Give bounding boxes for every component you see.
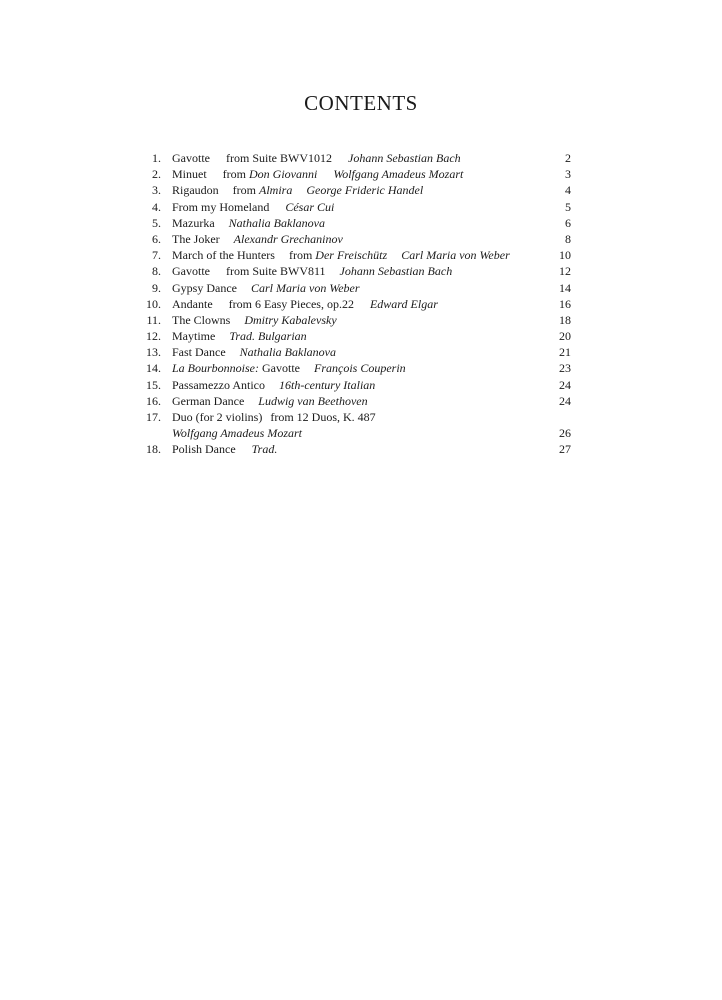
entry-page: 3 [565,167,571,182]
entry-page: 2 [565,151,571,165]
entry-page: 10 [559,248,571,263]
entry-number: 8. [152,264,161,279]
entry-number: 14. [146,361,161,376]
toc-entry [135,199,575,215]
entry-composer: George Frideric Handel [306,183,424,198]
entry-page: 4 [565,183,571,198]
entry-title-italic: La Bourbonnoise: [172,361,259,376]
entry-title: Mazurka [172,215,215,230]
entry-text [172,328,307,344]
entry-text [172,344,336,360]
entry-composer: Trad. Bulgarian [229,329,307,344]
entry-text [172,409,376,425]
entry-composer: Dmitry Kabalevsky [244,312,337,327]
toc-entry [135,215,575,231]
toc-entry [135,263,575,279]
entry-number: 12. [146,329,161,344]
toc-entry [135,441,575,457]
toc-entry [135,409,575,425]
entry-source-work: Der Freischütz [315,248,388,263]
entry-page: 24 [559,393,571,408]
entry-number: 2. [152,167,161,182]
toc-entry [135,312,575,328]
entry-title: Passamezzo Antico [172,377,265,392]
entry-composer: Edward Elgar [369,296,438,311]
entry-source-work: Don Giovanni [249,167,318,182]
entry-number: 15. [146,377,161,392]
entry-composer: Trad. [251,442,278,457]
entry-page: 27 [559,442,571,457]
toc-entry [135,328,575,344]
entry-composer: Johann Sebastian Bach [339,264,453,279]
entry-title: From my Homeland [172,199,270,214]
entry-title: Gypsy Dance [172,280,237,295]
entry-composer: Johann Sebastian Bach [348,151,461,165]
entry-text [172,199,334,215]
entry-source: from [288,248,313,263]
entry-title: Rigaudon [172,183,219,198]
toc-entry [135,280,575,296]
entry-title: The Clowns [172,312,231,327]
entry-number: 13. [146,345,161,360]
entry-number: 5. [152,215,161,230]
entry-title: Gavotte [172,151,210,165]
entry-composer: François Couperin [314,361,406,376]
entry-page: 24 [559,377,571,392]
entry-text [172,312,337,328]
toc-entry [135,166,575,182]
entry-title: Gavotte [172,264,210,279]
entry-page: 26 [559,426,571,441]
entry-title: Polish Dance [172,442,236,457]
entry-source-work: Almira [259,183,293,198]
entry-title: Maytime [172,329,216,344]
toc-entry [135,247,575,263]
entry-number: 18. [146,442,161,457]
toc-entry [135,344,575,360]
page-title: CONTENTS [304,91,418,115]
entry-text [172,182,423,198]
toc-entry [135,296,575,312]
entry-title: The Joker [172,231,220,246]
entry-text [172,377,375,393]
entry-source: from 12 Duos, K. 487 [270,410,376,424]
toc-entry-continuation [135,425,575,441]
entry-composer: 16th-century Italian [278,377,376,392]
entry-text [172,247,510,263]
toc-entry [135,150,575,166]
entry-page: 18 [559,312,571,327]
entry-text [172,393,368,409]
entry-number: 4. [152,199,161,214]
entry-composer: Alexandr Grechaninov [233,231,343,246]
entry-number: 7. [152,248,161,263]
entry-text [172,441,277,457]
toc-list [135,150,575,458]
entry-title: Duo (for 2 violins) [172,410,263,424]
entry-title: March of the Hunters [172,248,275,263]
entry-composer: Wolfgang Amadeus Mozart [333,167,464,182]
entry-title: Andante [172,296,213,311]
toc-entry [135,377,575,393]
entry-text [172,150,461,166]
entry-composer: Nathalia Baklanova [228,215,325,230]
entry-source: from Suite BWV811 [226,264,326,279]
entry-composer: Carl Maria von Weber [401,248,510,263]
entry-composer: Ludwig van Beethoven [258,393,368,408]
entry-composer: Nathalia Baklanova [239,345,336,360]
entry-page: 14 [559,280,571,295]
entry-text [172,280,360,296]
entry-page: 21 [559,345,571,360]
entry-page: 8 [565,231,571,246]
entry-composer: Carl Maria von Weber [250,280,360,295]
entry-title: Fast Dance [172,345,226,360]
entry-number: 17. [146,410,161,424]
toc-entry [135,182,575,198]
entry-page: 12 [559,264,571,279]
entry-number: 16. [146,393,161,408]
entry-title: Gavotte [262,361,300,376]
entry-page: 5 [565,199,571,214]
entry-page: 23 [559,361,571,376]
entry-number: 3. [152,183,161,198]
entry-composer: César Cui [285,199,335,214]
entry-source: from [232,183,256,198]
entry-number: 11. [146,312,161,327]
entry-text [172,425,302,441]
toc-entry [135,393,575,409]
entry-title: German Dance [172,393,245,408]
entry-text [172,296,438,312]
entry-text [172,263,452,279]
entry-page: 6 [565,215,571,230]
toc-entry [135,360,575,376]
toc-entry [135,231,575,247]
entry-source: from 6 Easy Pieces, op.22 [228,296,354,311]
entry-text [172,231,343,247]
entry-composer: Wolfgang Amadeus Mozart [172,426,303,441]
entry-number: 9. [152,280,161,295]
entry-text [172,360,406,376]
entry-number: 1. [152,151,161,165]
entry-text [172,215,325,231]
entry-page: 16 [559,296,571,311]
entry-title: Minuet [172,167,207,182]
entry-number: 6. [152,231,161,246]
entry-page: 20 [559,329,571,344]
entry-source: from Suite BWV1012 [226,151,332,165]
entry-number: 10. [146,296,161,311]
entry-source: from [222,167,246,182]
entry-text [172,166,463,182]
